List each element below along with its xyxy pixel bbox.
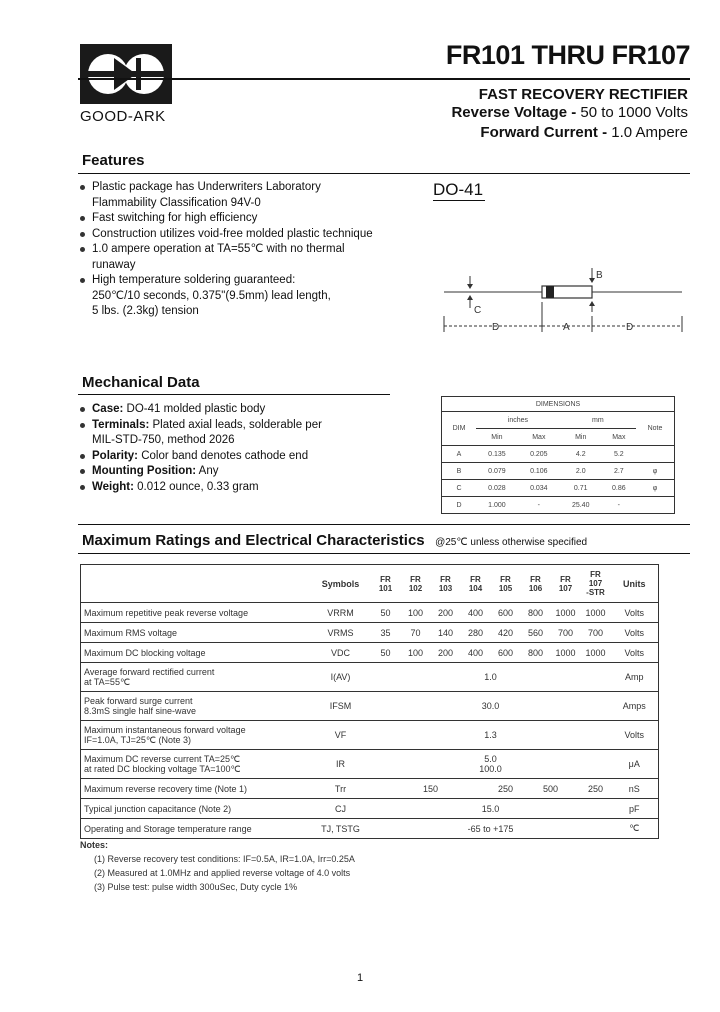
dim-row [442,446,675,463]
bullet-icon [80,423,85,428]
header-part: FR 107 -STR [586,570,605,597]
value-cell: 1000 [585,647,606,658]
header-units: Units [623,578,646,589]
mechanical-key: Weight: [92,480,134,493]
note-item: (3) Pulse test: pulse width 300uSec, Duty cycle 1% [94,882,298,892]
value-cell: 140 [437,627,454,638]
dim-cell: 0.106 [530,467,548,475]
value-cell: 35 [380,627,391,638]
features-rule [78,173,690,174]
mechanical-key: Polarity: [92,449,139,462]
unit-cell: Volts [624,627,644,638]
ratings-row [81,750,659,779]
good-ark-logo [80,44,172,104]
ratings-row [81,643,659,663]
param-cell: Peak forward surge current 8.3mS single half sine-wave [84,696,197,716]
reverse-voltage-value: 50 to 1000 Volts [580,104,688,121]
dim-sub: Max [532,433,546,441]
symbol-cell: Trr [334,783,347,794]
value-cell: -65 to +175 [467,823,514,834]
ratings-row [81,799,659,819]
header-part: FR 106 [528,574,543,593]
mechanical-key: Case: [92,403,124,415]
value-cell: 800 [527,647,544,658]
symbol-cell: IR [336,759,345,769]
page-number: 1 [356,972,364,984]
value-cell: 1000 [555,607,576,618]
header-part: FR 101 [378,574,393,593]
mechanical-text: 0.012 ounce, 0.33 gram [133,480,259,493]
bullet-icon [80,232,85,237]
bullet-icon [80,469,85,474]
page-title: FR101 THRU FR107 [445,40,690,70]
ratings-heading-line [82,532,587,550]
subtitle: FAST RECOVERY RECTIFIER [478,86,688,103]
value-cell: 500 [542,783,559,794]
brand-name: GOOD-ARK [80,108,166,125]
ratings-row [81,663,659,692]
value-cell: 600 [497,647,514,658]
dim-cell [636,497,675,514]
value-cell: 70 [410,627,421,638]
dim-cell: 5.2 [613,450,624,458]
dim-cell: 0.079 [488,467,506,475]
header-part: FR 103 [438,574,453,593]
bullet-icon [80,485,85,490]
mechanical-text: Plated axial leads, solderable per [149,418,322,431]
feature-line: 250℃/10 seconds, 0.375"(9.5mm) lead length, [92,289,331,302]
dim-cell: 2.0 [575,467,586,475]
feature-item [80,180,400,211]
header-part: FR 104 [468,574,483,593]
value-cell: 100 [407,647,424,658]
value-cell: 420 [497,627,514,638]
value-cell: 1000 [585,607,606,618]
feature-line: 1.0 ampere operation at TA=55℃ with no thermal [92,243,345,255]
value-cell: 800 [527,607,544,618]
bullet-icon [80,247,85,252]
title-rule [78,78,690,80]
dim-sub: Min [491,433,503,441]
reverse-voltage-label: Reverse Voltage - [451,104,577,121]
unit-cell: Volts [624,730,644,740]
mechanical-item [80,449,400,465]
value-cell: 600 [497,607,514,618]
header-symbols: Symbols [321,578,360,589]
ratings-row [81,623,659,643]
dim-cell: 4.2 [575,450,586,458]
symbol-cell: VRMS [327,627,354,638]
value-cell: 400 [467,647,484,658]
dim-cell: - [537,501,540,509]
param-cell: Maximum repetitive peak reverse voltage [84,607,249,618]
ratings-row [81,779,659,799]
dim-title: DIMENSIONS [442,397,675,412]
dim-cell: 0.034 [530,484,548,492]
bullet-icon [80,407,85,412]
note-item: (2) Measured at 1.0MHz and applied reverse voltage of 4.0 volts [94,868,351,878]
ratings-row [81,819,659,839]
value-cell: 50 [380,607,391,618]
ratings-row [81,603,659,623]
mechanical-heading: Mechanical Data [82,374,200,391]
dim-cell: 0.135 [488,450,506,458]
forward-current-label: Forward Current - [480,124,608,141]
feature-line: High temperature soldering guaranteed: [92,274,296,286]
value-cell: 100 [407,607,424,618]
feature-line: Flammability Classification 94V-0 [92,196,261,209]
dim-label-d-right: D [626,322,634,333]
feature-item [80,227,400,243]
unit-cell: Amps [622,701,646,711]
dim-group-mm: mm [560,412,636,429]
dim-cell: φ [652,467,658,475]
feature-line: Construction utilizes void-free molded plastic technique [92,227,373,240]
dim-group-inches: inches [476,412,560,429]
dimensions-table [441,396,675,514]
feature-item [80,273,400,320]
value-cell: 200 [437,607,454,618]
param-cell: Maximum DC blocking voltage [84,647,206,658]
value-cell: 1.0 [484,672,497,682]
dim-sub: Max [612,433,626,441]
unit-cell: Volts [624,607,644,618]
value-cell: 250 [497,783,514,794]
unit-cell: Volts [624,647,644,658]
dim-cell: B [456,467,462,475]
header-part: FR 107 [558,574,573,593]
mechanical-item [80,464,400,480]
dim-cell: D [456,501,462,509]
symbol-cell: VRRM [327,607,354,618]
dim-group-row [442,412,675,429]
value-cell: 1.3 [484,730,497,740]
mechanical-item [80,480,400,496]
dim-cell: 2.7 [613,467,624,475]
forward-current-value: 1.0 Ampere [611,124,688,141]
mechanical-item [80,433,400,449]
package-label: DO-41 [433,180,484,199]
param-cell: Maximum instantaneous forward voltage IF=1.0A, TJ=25℃ (Note 3) [84,725,246,745]
value-cell: 280 [467,627,484,638]
mechanical-key: Mounting Position: [92,465,197,477]
header-param [81,565,311,603]
dim-col-note: Note [647,425,663,432]
header-part: FR 102 [408,574,423,593]
feature-item [80,211,400,227]
value-cell: 200 [437,647,454,658]
bullet-icon [80,278,85,283]
dim-label-a: A [563,322,570,333]
value-cell: 1000 [555,647,576,658]
dim-row [442,497,675,514]
ratings-row [81,721,659,750]
reverse-voltage [380,104,688,121]
dim-label-d-left: D [492,322,500,333]
dim-sub: Min [575,433,587,441]
dim-cell: 0.86 [612,484,626,492]
dim-cell: 25.40 [571,501,590,509]
param-cell: Typical junction capacitance (Note 2) [84,803,232,814]
symbol-cell: VDC [330,647,350,658]
unit-cell: ℃ [629,823,640,833]
bullet-icon [80,185,85,190]
dim-cell: C [456,484,462,492]
mechanical-text: Color band denotes cathode end [138,449,309,462]
param-cell: Maximum reverse recovery time (Note 1) [84,783,248,794]
dim-cell: φ [652,484,658,492]
features-heading: Features [82,152,145,169]
notes-heading: Notes: [80,840,109,850]
dim-cell: 0.028 [488,484,506,492]
dim-cell: 0.71 [573,484,588,492]
param-cell: Operating and Storage temperature range [84,823,252,834]
unit-cell: nS [628,783,640,794]
symbol-cell: VF [334,730,347,740]
mechanical-list [80,402,400,495]
ratings-top-rule [78,524,690,525]
param-cell: Maximum DC reverse current TA=25℃ at rated DC blocking voltage TA=100℃ [84,754,241,774]
dim-cell: 1.000 [488,501,506,509]
dim-label-b: B [596,270,603,281]
value-cell: 5.0 100.0 [479,754,502,774]
param-cell: Average forward rectified current at TA=55℃ [84,667,215,687]
mechanical-rule [78,394,390,395]
dim-row [442,480,675,497]
value-cell: 400 [467,607,484,618]
unit-cell: Amp [624,672,644,682]
dim-cell: - [617,501,620,509]
symbol-cell: TJ, TSTG [321,823,360,834]
symbol-cell: CJ [335,803,346,814]
unit-cell: pF [628,803,640,814]
mechanical-text: MIL-STD-750, method 2026 [92,434,235,446]
unit-cell: μA [628,759,640,769]
dim-cell: 0.205 [530,450,548,458]
notes [80,838,355,894]
dim-cell [636,446,675,463]
value-cell: 150 [422,783,439,794]
feature-line: runaway [92,258,136,271]
package-label-rule [433,200,485,201]
mechanical-text: DO-41 molded plastic body [123,403,266,415]
dim-col-dim: DIM [452,425,466,432]
symbol-cell: I(AV) [330,672,351,682]
ratings-header-row [81,565,659,603]
mechanical-item [80,402,400,418]
note-item: (1) Reverse recovery test conditions: IF=0.5A, IR=1.0A, Irr=0.25A [94,854,355,864]
dim-title-row [442,397,675,412]
features-list [80,180,400,320]
ratings-row [81,692,659,721]
dim-cell: A [456,450,462,458]
bullet-icon [80,216,85,221]
do41-outline-drawing [438,262,688,342]
feature-item [80,242,400,273]
value-cell: 15.0 [481,803,500,814]
value-cell: 50 [380,647,391,658]
mechanical-key: Terminals: [92,418,150,431]
symbol-cell: IFSM [329,701,352,711]
value-cell: 700 [587,627,604,638]
bullet-icon [80,454,85,459]
header-part: FR 105 [498,574,513,593]
value-cell: 560 [527,627,544,638]
ratings-heading: Maximum Ratings and Electrical Characteristics [82,532,425,549]
value-cell: 250 [587,783,604,794]
ratings-condition: @25℃ unless otherwise specified [435,537,588,548]
param-cell: Maximum RMS voltage [84,627,178,638]
value-cell: 700 [557,627,574,638]
mechanical-item [80,418,400,434]
dim-row [442,463,675,480]
forward-current [380,124,688,141]
feature-line: Fast switching for high efficiency [92,212,258,224]
value-cell: 30.0 [481,701,500,711]
mechanical-text: Any [196,465,219,477]
feature-line: Plastic package has Underwriters Laboratory [92,181,321,193]
ratings-rule [78,553,690,554]
feature-line: 5 lbs. (2.3kg) tension [92,305,199,317]
ratings-table [80,564,659,839]
dim-label-c: C [474,305,482,316]
